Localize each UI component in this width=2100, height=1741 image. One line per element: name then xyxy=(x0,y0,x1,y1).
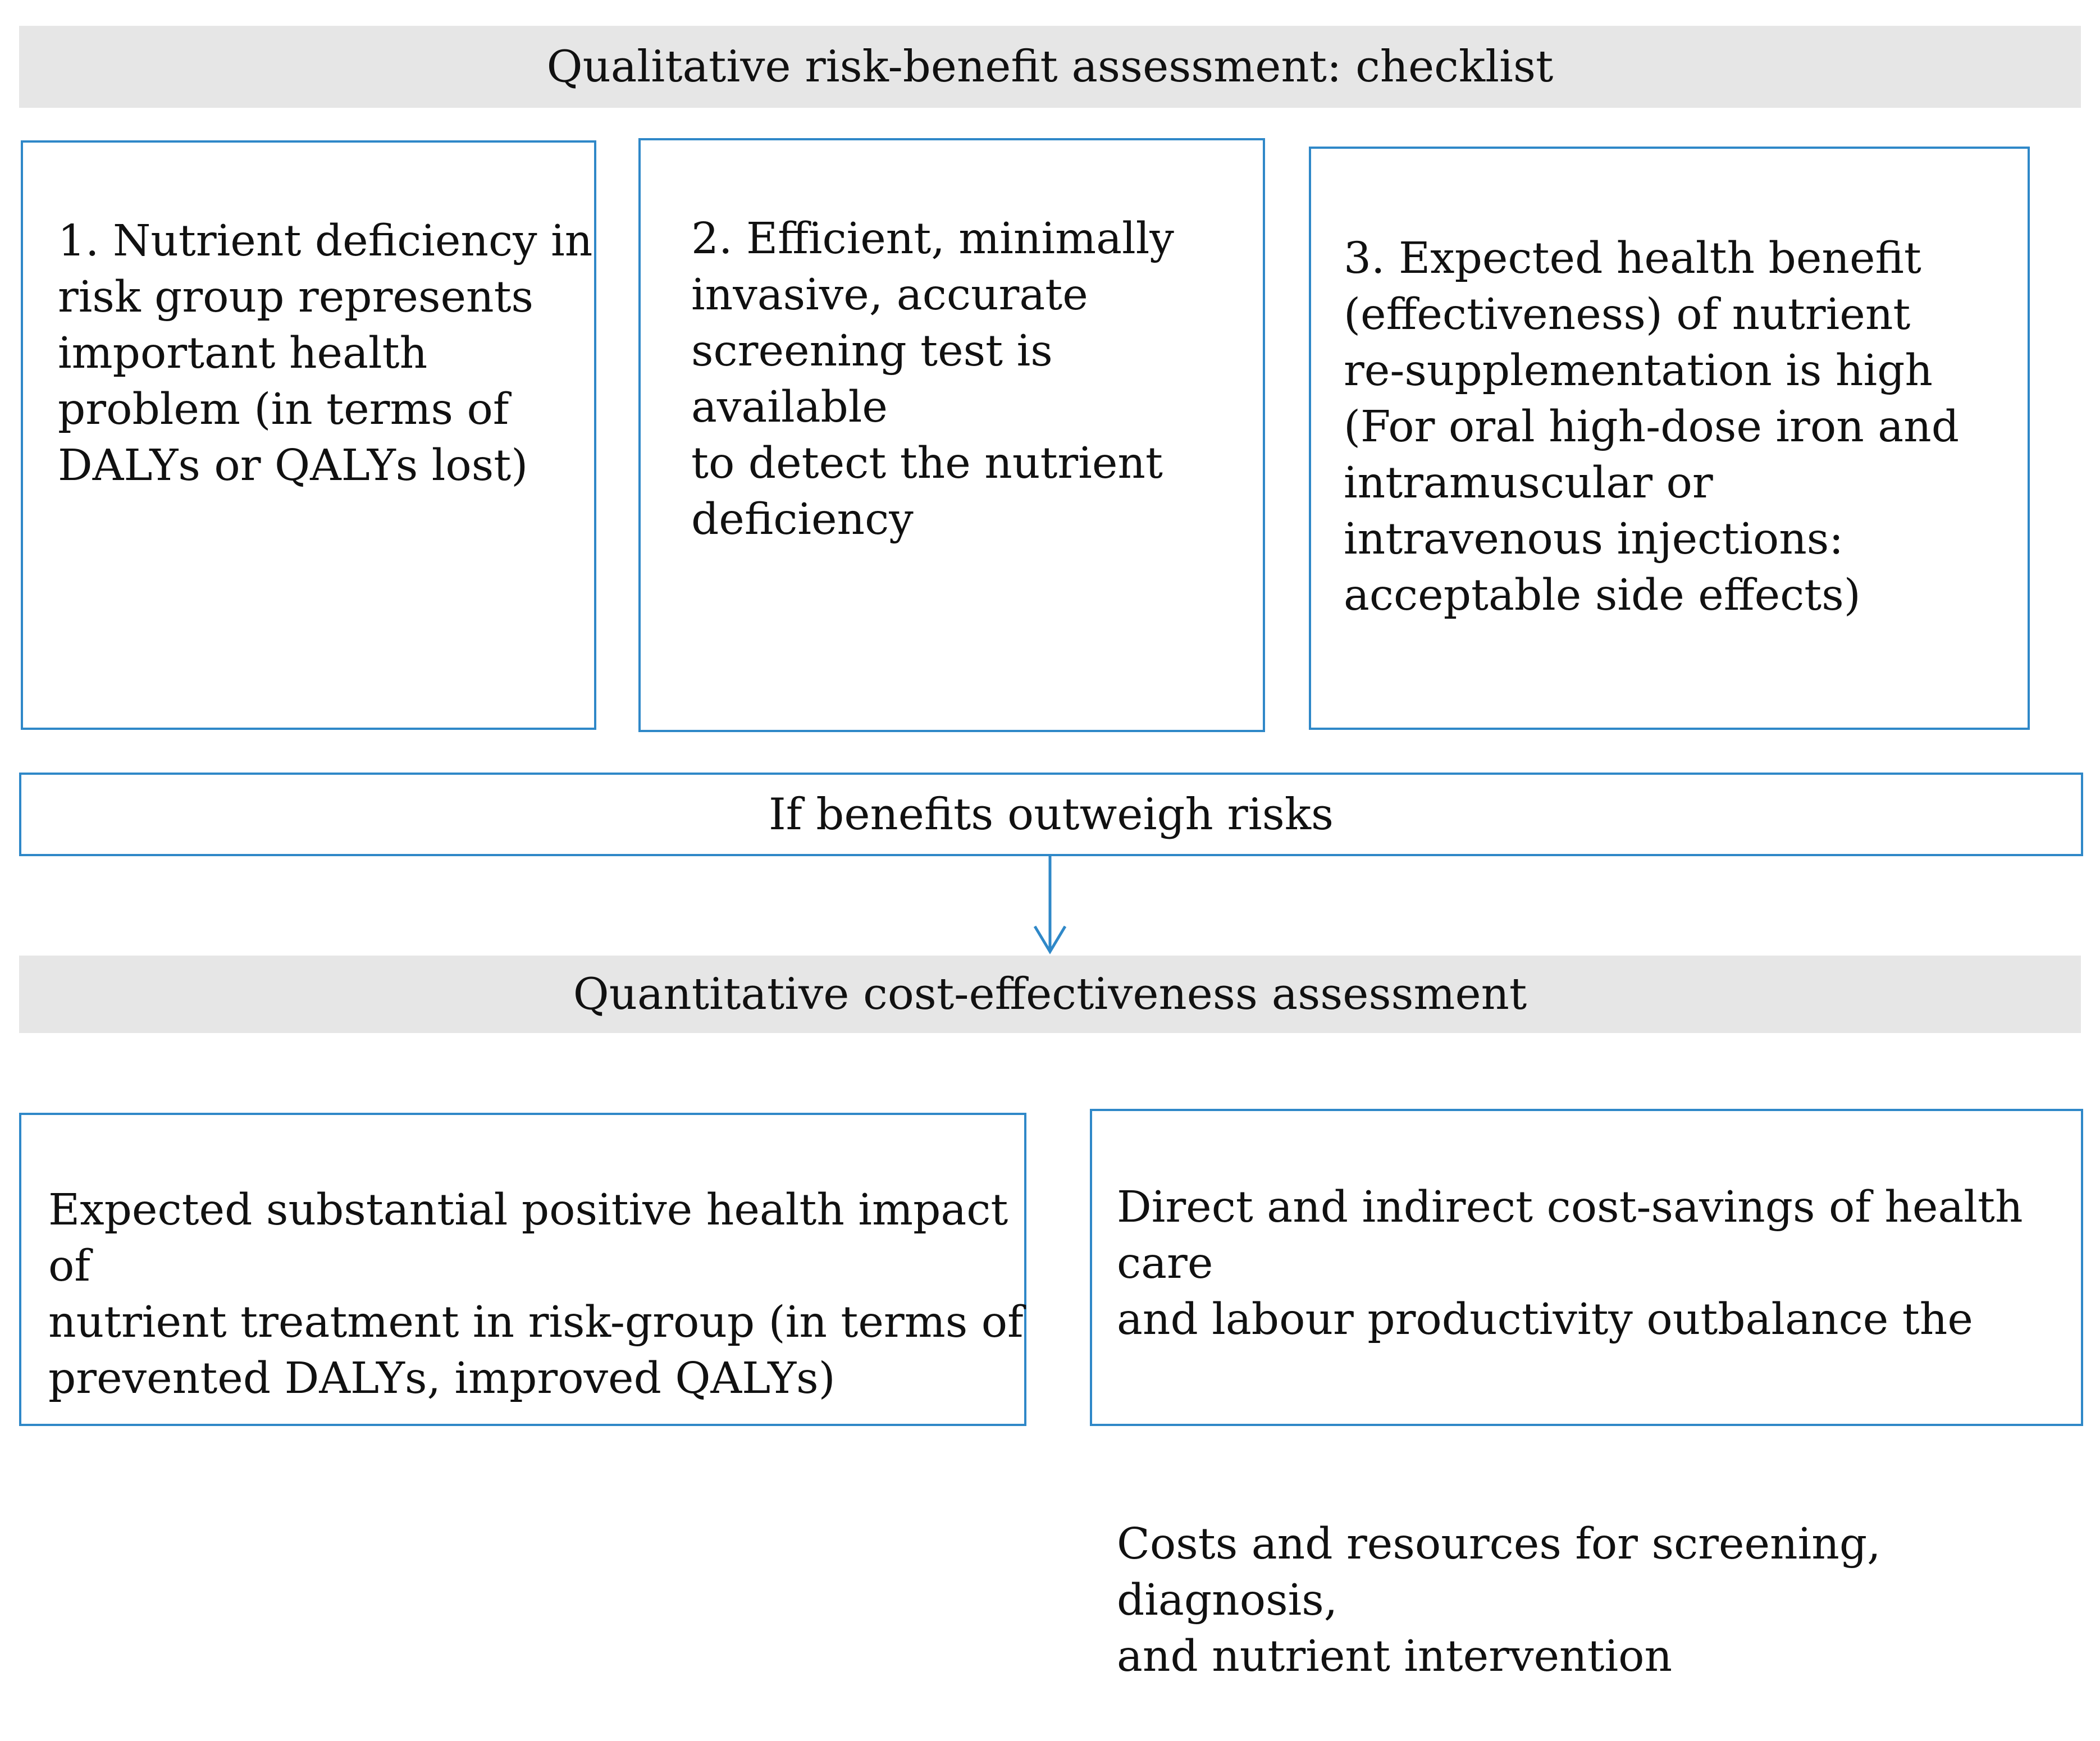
checklist-item-2-text: 2. Efficient, minimally invasive, accurate screening test is available to detect the nutrient deficiency xyxy=(691,214,1174,545)
costs-resources-text: Costs and resources for screening, diagnosis, and nutrient intervention xyxy=(1117,1519,1881,1681)
quantitative-title: Quantitative cost-effectiveness assessment xyxy=(573,969,1527,1020)
quantitative-header xyxy=(19,956,2081,1033)
health-impact-box xyxy=(19,1113,1026,1426)
qualitative-header xyxy=(19,26,2081,108)
checklist-item-2 xyxy=(638,138,1265,732)
checklist-item-1 xyxy=(21,140,596,730)
health-impact-text: Expected substantial positive health impact of nutrient treatment in risk-group (in terms of prevented DALYs, improved QALYs) xyxy=(48,1185,1024,1404)
cost-savings-box xyxy=(1090,1109,2083,1681)
qualitative-title: Qualitative risk-benefit assessment: checklist xyxy=(546,42,1554,92)
checklist-item-1-text: 1. Nutrient deficiency in risk group represents important health problem (in terms of DALYs or QALYs lost) xyxy=(58,216,593,491)
paragraph-gap xyxy=(1117,1404,2081,1460)
checklist-item-3 xyxy=(1309,147,2030,730)
arrow-head xyxy=(1035,926,1065,952)
cost-savings-text: Direct and indirect cost-savings of health care and labour productivity outbalance the xyxy=(1117,1182,2023,1345)
checklist-item-3-text: 3. Expected health benefit (effectiveness) of nutrient re-supplementation is high (For oral high-dose iron and intramuscular or intravenous injections: acceptable side effects) xyxy=(1344,234,1960,620)
condition-box xyxy=(19,773,2083,856)
condition-text: If benefits outweigh risks xyxy=(768,789,1334,840)
